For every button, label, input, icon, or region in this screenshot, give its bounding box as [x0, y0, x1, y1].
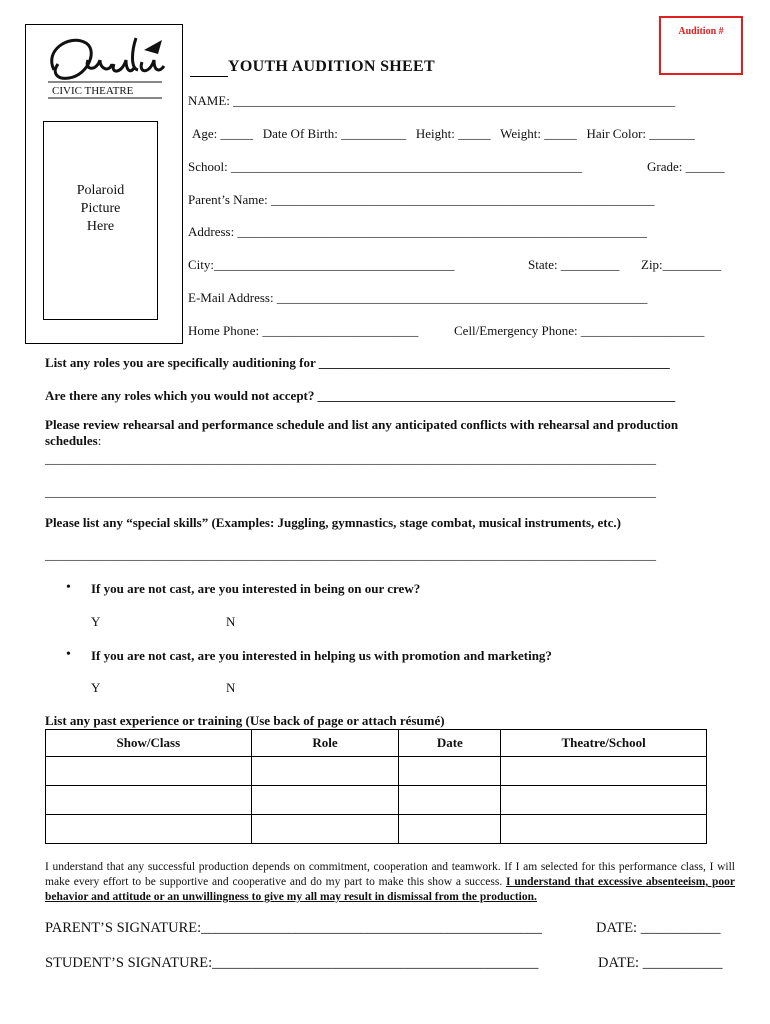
table-cell[interactable]	[46, 757, 252, 786]
table-cell[interactable]	[251, 815, 399, 844]
crew-yes-option[interactable]: Y	[91, 614, 101, 629]
audition-number-label: Audition #	[678, 26, 724, 37]
parent-name-field[interactable]: Parent’s Name: ___________________________________________________________	[188, 192, 655, 207]
page-title: YOUTH AUDITION SHEET	[228, 58, 435, 75]
experience-table	[45, 729, 707, 844]
roles-not-accept-question[interactable]: Are there any roles which you would not accept? _______________________________________________________	[45, 388, 676, 403]
audition-number-box[interactable]	[659, 16, 743, 75]
promotion-yes-option[interactable]: Y	[91, 680, 101, 695]
table-cell[interactable]	[251, 786, 399, 815]
bullet-icon: •	[66, 580, 71, 595]
table-cell[interactable]	[399, 815, 501, 844]
table-row	[46, 786, 707, 815]
table-row	[46, 757, 707, 786]
table-header: Date	[399, 730, 501, 757]
email-field[interactable]: E-Mail Address: _________________________________________________________	[188, 290, 648, 305]
table-cell[interactable]	[501, 757, 707, 786]
statement-emphasis: I understand that excessive absenteeism, poor behavior and attitude or an unwillingness to give my all may result in dismissal from the production.	[45, 876, 736, 903]
name-field[interactable]: NAME: ____________________________________________________________________	[188, 93, 676, 108]
table-cell[interactable]	[399, 757, 501, 786]
city-field[interactable]: City:_____________________________________	[188, 257, 455, 272]
conflicts-blank-line-2[interactable]: ______________________________________________________________________________________________	[45, 484, 656, 499]
special-skills-question: Please list any “special skills” (Examples: Juggling, gymnastics, stage combat, musical instruments, etc.)	[45, 515, 621, 530]
table-cell[interactable]	[251, 757, 399, 786]
grade-field[interactable]: Grade: ______	[647, 159, 725, 174]
commitment-statement	[45, 860, 735, 905]
state-field[interactable]: State: _________	[528, 257, 620, 272]
schedules-continuation: schedules:	[45, 433, 102, 448]
table-header: Show/Class	[46, 730, 252, 757]
student-signature-line[interactable]: STUDENT’S SIGNATURE:_____________________________________________	[45, 955, 539, 971]
experience-heading: List any past experience or training (Use back of page or attach résumé)	[45, 713, 445, 728]
conflicts-blank-line-1[interactable]: ______________________________________________________________________________________________	[45, 451, 656, 466]
statement-text: I understand that any successful production depends on commitment, cooperation and teamwork. If I am selected for this performance class, I will make every effort to be supportive and cooperative and do my part to make this show a success.	[45, 861, 735, 888]
table-row	[46, 815, 707, 844]
ocala-civic-theatre-logo	[44, 30, 172, 102]
skills-blank-line[interactable]: ______________________________________________________________________________________________	[45, 547, 656, 562]
zip-field[interactable]: Zip:_________	[641, 257, 722, 272]
age-dob-row[interactable]: Age: _____ Date Of Birth: __________ Height: _____ Weight: _____ Hair Color: _______	[192, 126, 695, 141]
table-header: Role	[251, 730, 399, 757]
table-cell[interactable]	[46, 786, 252, 815]
bullet-icon: •	[66, 647, 71, 662]
crew-no-option[interactable]: N	[226, 614, 236, 629]
promotion-no-option[interactable]: N	[226, 680, 236, 695]
polaroid-placeholder-text: Polaroid Picture Here	[76, 183, 125, 234]
table-cell[interactable]	[399, 786, 501, 815]
promotion-question: If you are not cast, are you interested in helping us with promotion and marketing?	[91, 648, 552, 663]
parent-date-line[interactable]: DATE: ___________	[596, 920, 721, 936]
table-cell[interactable]	[46, 815, 252, 844]
table-cell[interactable]	[501, 815, 707, 844]
home-phone-field[interactable]: Home Phone: ________________________	[188, 323, 419, 338]
parent-signature-line[interactable]: PARENT’S SIGNATURE:_______________________________________________	[45, 920, 542, 936]
title-underline	[190, 76, 228, 77]
school-field[interactable]: School: ______________________________________________________	[188, 159, 582, 174]
crew-question: If you are not cast, are you interested in being on our crew?	[91, 581, 421, 596]
table-header-row	[46, 730, 707, 757]
schedule-conflicts-question: Please review rehearsal and performance schedule and list any anticipated conflicts with rehearsal and production	[45, 417, 679, 432]
svg-text:CIVIC THEATRE: CIVIC THEATRE	[52, 85, 134, 97]
student-date-line[interactable]: DATE: ___________	[598, 955, 723, 971]
table-header: Theatre/School	[501, 730, 707, 757]
cell-phone-field[interactable]: Cell/Emergency Phone: ___________________	[454, 323, 705, 338]
roles-auditioning-question[interactable]: List any roles you are specifically auditioning for ______________________________________________________	[45, 355, 670, 370]
table-cell[interactable]	[501, 786, 707, 815]
address-field[interactable]: Address: _______________________________________________________________	[188, 224, 647, 239]
